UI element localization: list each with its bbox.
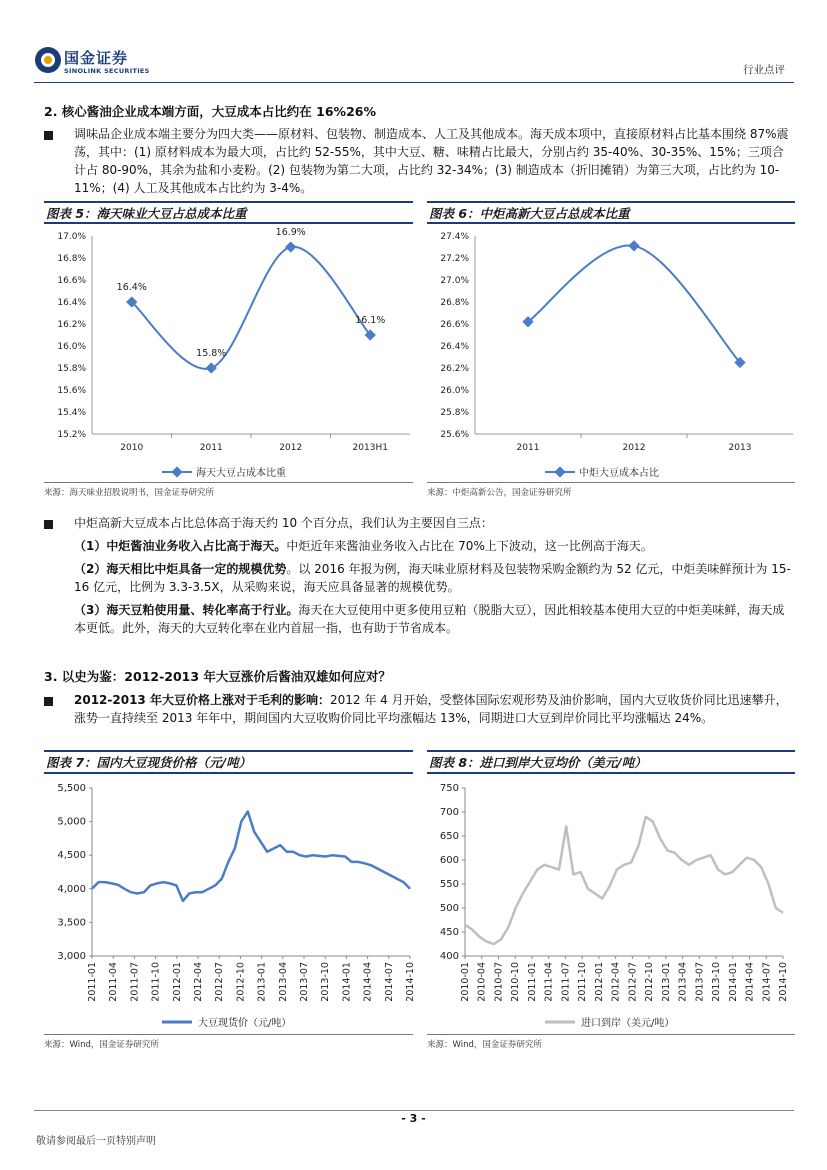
x-tick-label: 2012-01 [593,962,605,1002]
logo-name-cn: 国金证券 [64,49,129,67]
reason1-text: 中炬近年来酱油业务收入占比在 70%上下波动，这一比例高于海天。 [286,539,653,553]
y-tick-label: 5,000 [57,816,86,828]
y-tick-label: 16.0% [57,342,86,352]
y-tick-label: 5,500 [57,783,86,794]
reason2 [74,560,792,596]
fig8-top-rule [427,750,795,752]
x-tick-label: 2014-10 [778,962,789,1002]
legend-marker [554,466,565,477]
x-tick-label: 2011-07 [560,962,572,1002]
reason2-bold: （2）海天相比中炬具备一定的规模优势 [74,562,287,576]
fig8-chart [427,774,795,1032]
x-tick-label: 2011 [516,443,540,453]
x-tick-label: 2010-04 [476,962,488,1002]
y-tick-label: 16.6% [57,276,86,286]
x-tick-label: 2014-01 [341,962,353,1002]
x-tick-label: 2013-01 [660,962,672,1002]
y-tick-label: 26.0% [440,386,469,396]
x-tick-label: 2011-10 [577,962,589,1002]
fig6-bottom-rule [427,482,795,483]
y-tick-label: 4,000 [57,883,86,895]
y-tick-label: 26.2% [440,364,469,374]
reason2-text: 。以 2016 年报为例，海天味业原材料及包装物采购金额约为 52 亿元，中炬美味鲜预计为 15-16 亿元，比例为 3.3-3.5X，从采购来说，海天应具备显著的规模优势。 [74,562,791,594]
data-label: 16.1% [355,315,386,326]
y-tick-label: 650 [439,831,459,842]
x-tick-label: 2011-07 [129,962,141,1002]
x-tick-label: 2014-07 [761,962,773,1002]
x-tick-label: 2012 [622,443,646,453]
x-tick-label: 2011 [199,443,223,453]
y-tick-label: 15.8% [57,364,86,374]
y-tick-label: 3,500 [57,917,86,929]
x-tick-label: 2012 [279,443,303,453]
section3-bullet-text: 2012 年 4 月开始，受整体国际宏观形势及油价影响，国内大豆收货价同比迅速攀升，涨势一直持续至 2013 年年中，期间国内大豆收购价同比平均涨幅达 13%，同期进口大豆到岸价同比平均涨幅达 24%。 [74,693,788,725]
x-tick-label: 2014-01 [727,962,739,1002]
x-tick-label: 2011-01 [87,962,98,1002]
x-tick-label: 2014-04 [744,962,756,1002]
footer-disclaimer: 敬请参阅最后一页特别声明 [36,1136,156,1147]
y-tick-label: 25.6% [440,430,469,440]
page-number: - 3 - [401,1112,426,1125]
x-tick-label: 2010-10 [510,962,522,1002]
x-tick-label: 2011-04 [543,962,555,1002]
x-tick-label: 2012-04 [193,962,204,1002]
x-tick-label: 2013 [728,443,752,453]
x-tick-label: 2013-01 [256,962,268,1002]
logo-icon [34,46,62,74]
reason3-bold: （3）海天豆粕使用量、转化率高于行业。 [74,603,299,617]
legend-label: 中炬大豆成本占比 [579,468,659,479]
x-tick-label: 2010 [120,443,144,453]
series-line [465,817,783,944]
x-tick-label: 2012-10 [644,962,656,1002]
header-divider [34,82,794,83]
series-line [92,812,410,901]
y-tick-label: 27.2% [440,254,469,264]
fig7-bottom-rule [44,1034,413,1035]
y-tick-label: 3,000 [57,951,86,962]
y-tick-label: 750 [439,783,459,794]
y-tick-label: 27.4% [440,232,469,242]
fig8-bottom-rule [427,1034,795,1035]
fig8-source: 来源：Wind，国金证券研究所 [427,1040,542,1050]
x-tick-label: 2014-07 [383,962,395,1002]
x-tick-label: 2013-04 [277,962,289,1002]
reason3 [74,601,792,637]
reason1-bold: （1）中炬酱油业务收入占比高于海天。 [74,539,287,553]
fig7-title: 图表 7：国内大豆现货价格（元/吨） [46,755,252,770]
x-tick-label: 2010-01 [460,962,471,1002]
legend-marker [171,466,182,477]
x-tick-label: 2013-10 [320,962,332,1002]
reason1 [74,537,792,555]
x-tick-label: 2013-10 [711,962,723,1002]
y-tick-label: 4,500 [57,850,86,862]
fig5-title: 图表 5：海天味业大豆占总成本比重 [46,206,247,221]
fig7-top-rule [44,750,413,752]
fig7-chart [44,774,416,1032]
y-tick-label: 16.4% [57,298,86,308]
logo-name-en: SINOLINK SECURITIES [64,67,150,75]
data-label: 15.8% [196,348,227,359]
y-tick-label: 550 [439,879,459,890]
x-tick-label: 2012-10 [235,962,247,1002]
section3-title: 3. 以史为鉴：2012-2013 年大豆涨价后酱油双雄如何应对？ [44,669,391,684]
x-tick-label: 2012-07 [627,962,639,1002]
fig6-title: 图表 6：中炬高新大豆占总成本比重 [429,206,630,221]
y-tick-label: 26.8% [440,298,469,308]
y-tick-label: 16.2% [57,320,86,330]
y-tick-label: 450 [439,927,459,938]
x-tick-label: 2010-07 [493,962,505,1002]
x-tick-label: 2011-04 [108,962,120,1002]
data-label: 16.4% [116,282,147,293]
x-tick-label: 2013-04 [677,962,689,1002]
x-tick-label: 2012-01 [171,962,183,1002]
reason3-text: 海天在大豆使用中更多使用豆粕（脱脂大豆），因此相较基本使用大豆的中炬美味鲜，海天成本更低。此外，海天的大豆转化率在业内首屈一指，也有助于节省成本。 [74,603,785,635]
series-line [132,247,371,369]
section2-bullet1: 调味品企业成本端主要分为四大类——原材料、包装物、制造成本、人工及其他成本。海天成本项中，直接原材料占比基本围绕 87%震荡，其中：(1) 原材料成本为最大项，占比约 52-55%，其中大豆、糖、味精占比最大，分别占约 35-40%、30-35%、15%；三项合计占 80-90%，其余为盐和小麦粉。(2) 包装物为第二大项，占比约 32-34%；(3) 制造成本（折旧摊销）为第三大项，占比约为 10-11%；(4) 人工及其他成本占比约为 3-4%。 [74,127,789,195]
y-tick-label: 25.8% [440,408,469,418]
x-tick-label: 2013H1 [352,443,388,453]
legend-label: 大豆现货价（元/吨） [198,1018,292,1029]
data-label: 16.9% [275,227,306,238]
series-line [528,245,740,362]
y-tick-label: 15.4% [57,408,86,418]
bullet-icon [44,520,53,529]
x-tick-label: 2012-07 [214,962,226,1002]
section3-bullet [74,691,792,727]
data-point [628,240,639,251]
bullet-icon [44,131,53,140]
fig6-chart [427,224,795,480]
x-tick-label: 2011-01 [526,962,538,1002]
fig5-bottom-rule [44,482,413,483]
fig5-top-rule [44,201,413,203]
y-tick-label: 27.0% [440,276,469,286]
x-tick-label: 2013-07 [299,962,310,1002]
report-type: 行业点评 [743,64,785,76]
data-point [206,362,217,373]
section2-title: 2. 核心酱油企业成本端方面，大豆成本占比约在 16%26% [44,104,376,119]
section2-bullet2: 中炬高新大豆成本占比总体高于海天约 10 个百分点，我们认为主要因自三点： [74,516,493,530]
y-tick-label: 15.2% [57,430,86,440]
x-tick-label: 2014-04 [362,962,374,1002]
y-tick-label: 26.6% [440,320,469,330]
x-tick-label: 2014-10 [405,962,416,1002]
legend-label: 海天大豆占成本比重 [196,468,286,479]
fig5-chart [44,224,413,480]
y-tick-label: 600 [439,855,459,866]
fig7-source: 来源：Wind，国金证券研究所 [44,1040,159,1050]
x-tick-label: 2013-07 [694,962,706,1002]
fig5-source: 来源：海天味业招股说明书，国金证券研究所 [44,488,215,498]
y-tick-label: 400 [439,951,459,962]
x-tick-label: 2012-04 [610,962,622,1002]
footer-divider [34,1110,794,1111]
data-point [285,241,296,252]
fig6-top-rule [427,201,795,203]
y-tick-label: 26.4% [440,342,469,352]
y-tick-label: 700 [439,807,459,818]
y-tick-label: 16.8% [57,254,86,264]
section3-bullet-bold: 2012-2013 年大豆价格上涨对于毛利的影响： [74,693,330,707]
y-tick-label: 500 [439,903,459,914]
fig6-source: 来源：中炬高新公告，国金证券研究所 [427,488,572,498]
y-tick-label: 17.0% [57,232,86,242]
fig8-title: 图表 8：进口到岸大豆均价（美元/吨） [429,755,647,770]
y-tick-label: 15.6% [57,386,86,396]
legend-label: 进口到岸（美元/吨） [581,1018,675,1029]
bullet-icon [44,697,53,706]
x-tick-label: 2011-10 [150,962,162,1002]
